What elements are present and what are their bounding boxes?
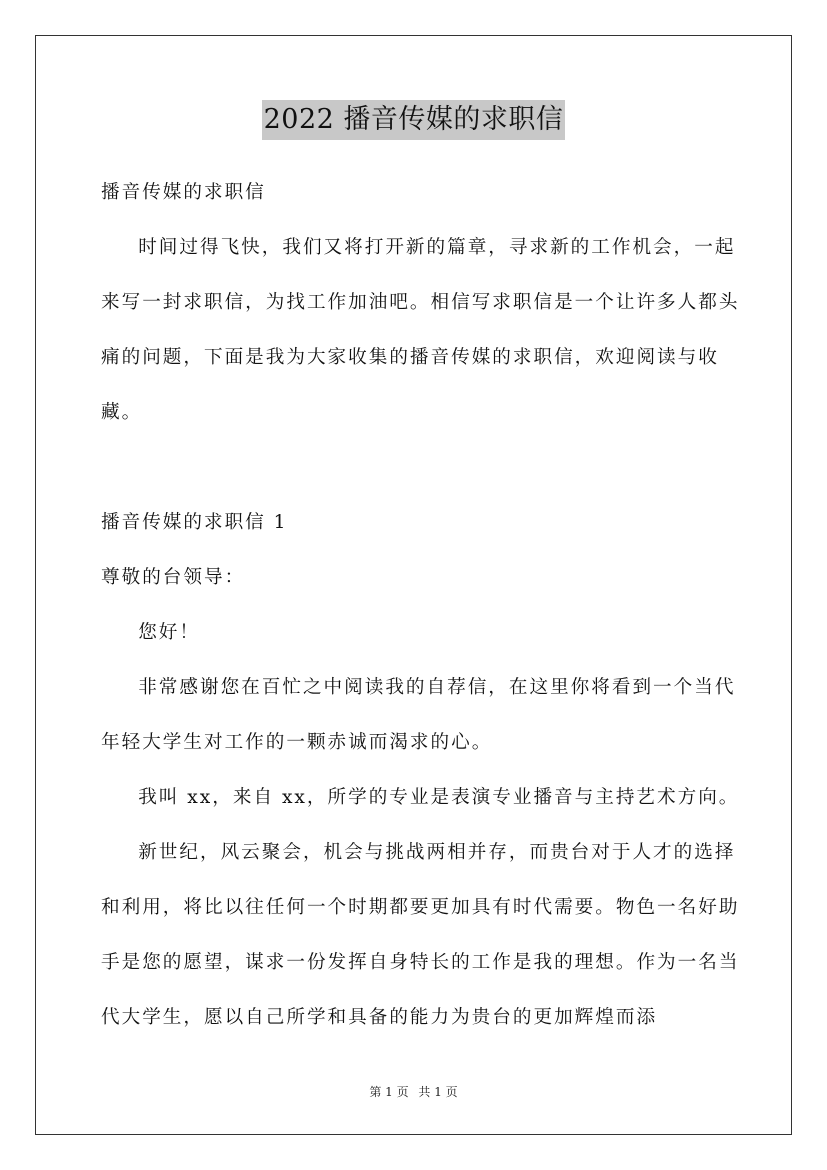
intro-paragraph: 时间过得飞快，我们又将打开新的篇章，寻求新的工作机会，一起来写一封求职信，为找工作加油吧。相信写求职信是一个让许多人都头痛的问题，下面是我为大家收集的播音传媒的求职信，欢迎阅读与收藏。 — [101, 237, 740, 423]
blank-line — [101, 440, 741, 495]
title-container — [0, 100, 827, 140]
page-total: 共 1 页 — [418, 1085, 458, 1099]
body-paragraph: 我叫 xx，来自 xx，所学的专业是表演专业播音与主持艺术方向。 — [138, 787, 740, 808]
section-heading: 播音传媒的求职信 — [101, 182, 266, 203]
greeting: 您好！ — [138, 622, 200, 643]
document-title: 2022 播音传媒的求职信 — [262, 100, 566, 140]
body-paragraph: 新世纪，风云聚会，机会与挑战两相并存，而贵台对于人才的选择和利用，将比以往任何一个时期都要更加具有时代需要。物色一名好助手是您的愿望，谋求一份发挥自身特长的工作是我的理想。作为一名当代大学生，愿以自己所学和具备的能力为贵台的更加辉煌而添 — [101, 842, 740, 1028]
page-footer — [0, 1083, 827, 1101]
document-body — [101, 165, 741, 1045]
letter-heading: 播音传媒的求职信 1 — [101, 512, 288, 533]
salutation: 尊敬的台领导： — [101, 567, 246, 588]
page-number: 第 1 页 — [369, 1085, 409, 1099]
body-paragraph: 非常感谢您在百忙之中阅读我的自荐信，在这里你将看到一个当代年轻大学生对工作的一颗赤诚而渴求的心。 — [101, 677, 736, 753]
